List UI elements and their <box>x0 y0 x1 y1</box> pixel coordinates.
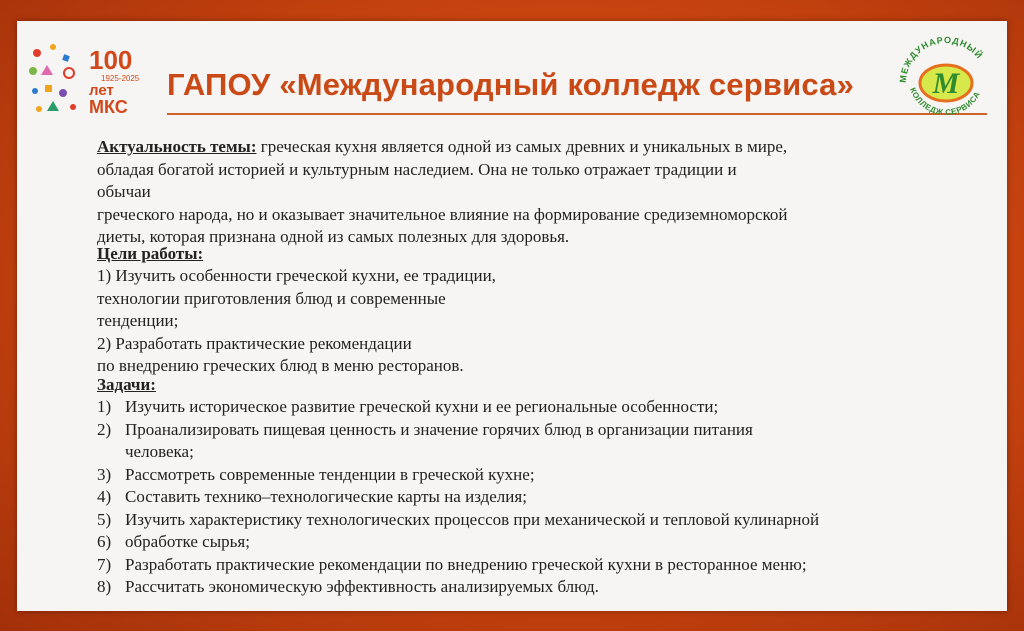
page-title: ГАПОУ «Международный колледж сервиса» <box>167 67 855 102</box>
goal-line: тенденции; <box>97 311 179 330</box>
svg-text:КОЛЛЕДЖ СЕРВИСА: КОЛЛЕДЖ СЕРВИСА <box>908 86 983 117</box>
goal-line: по внедрению греческих блюд в меню ресторанов. <box>97 356 464 375</box>
header-divider <box>167 113 987 115</box>
task-item: 4) Составить технико–технологические карты на изделия; <box>97 487 527 506</box>
task-item: 7) Разработать практические рекомендации по внедрению греческой кухни в ресторанное меню; <box>97 554 807 574</box>
relevance-label: Актуальность темы: <box>97 137 257 156</box>
relevance-line-4: греческого народа, но и оказывает значительное влияние на формирование средиземноморской <box>97 204 788 224</box>
task-item: 2) Проанализировать пищевая ценность и значение горячих блюд в организации питания <box>97 419 753 439</box>
svg-text:МЕЖДУНАРОДНЫЙ: МЕЖДУНАРОДНЫЙ <box>897 34 985 84</box>
task-item: 5) Изучить характеристику технологических процессов при механической и тепловой кулинарной <box>97 509 820 529</box>
task-item: 8) Рассчитать экономическую эффективность анализируемых блюд. <box>97 577 599 596</box>
decorative-dots-icon <box>29 44 76 112</box>
relevance-line-2: обладая богатой историей и культурным наследием. Она не только отражает традиции и <box>97 159 737 179</box>
svg-text:лет: лет <box>89 82 114 99</box>
svg-text:1925-2025: 1925-2025 <box>101 74 140 83</box>
task-item: человека; <box>125 442 194 461</box>
content-body <box>97 136 977 599</box>
relevance-line-3: обычаи <box>97 182 151 201</box>
relevance-line-1: Актуальность темы: греческая кухня является одной из самых древних и уникальных в мире, <box>97 137 788 156</box>
goals-label: Цели работы: <box>97 243 204 263</box>
tasks-list <box>97 396 977 599</box>
goal-line: 2) Разработать практические рекомендации <box>97 333 412 353</box>
svg-text:М: М <box>932 67 960 100</box>
tasks-label: Задачи: <box>97 374 156 394</box>
goal-line: 1) Изучить особенности греческой кухни, ее традиции, <box>97 266 496 285</box>
anniversary-number: 100 <box>89 45 133 75</box>
college-logo <box>892 31 1000 127</box>
svg-text:МКС: МКС <box>89 97 128 117</box>
task-item: 3) Рассмотреть современные тенденции в греческой кухне; <box>97 464 535 484</box>
anniversary-logo <box>23 39 161 119</box>
task-item: 1) Изучить историческое развитие греческой кухни и ее региональные особенности; <box>97 397 719 416</box>
goal-line: технологии приготовления блюд и современные <box>97 288 446 308</box>
relevance-line-5: диеты, которая признана одной из самых полезных для здоровья. <box>97 227 570 246</box>
task-item: 6) обработке сырья; <box>97 532 250 551</box>
slide <box>17 21 1007 611</box>
